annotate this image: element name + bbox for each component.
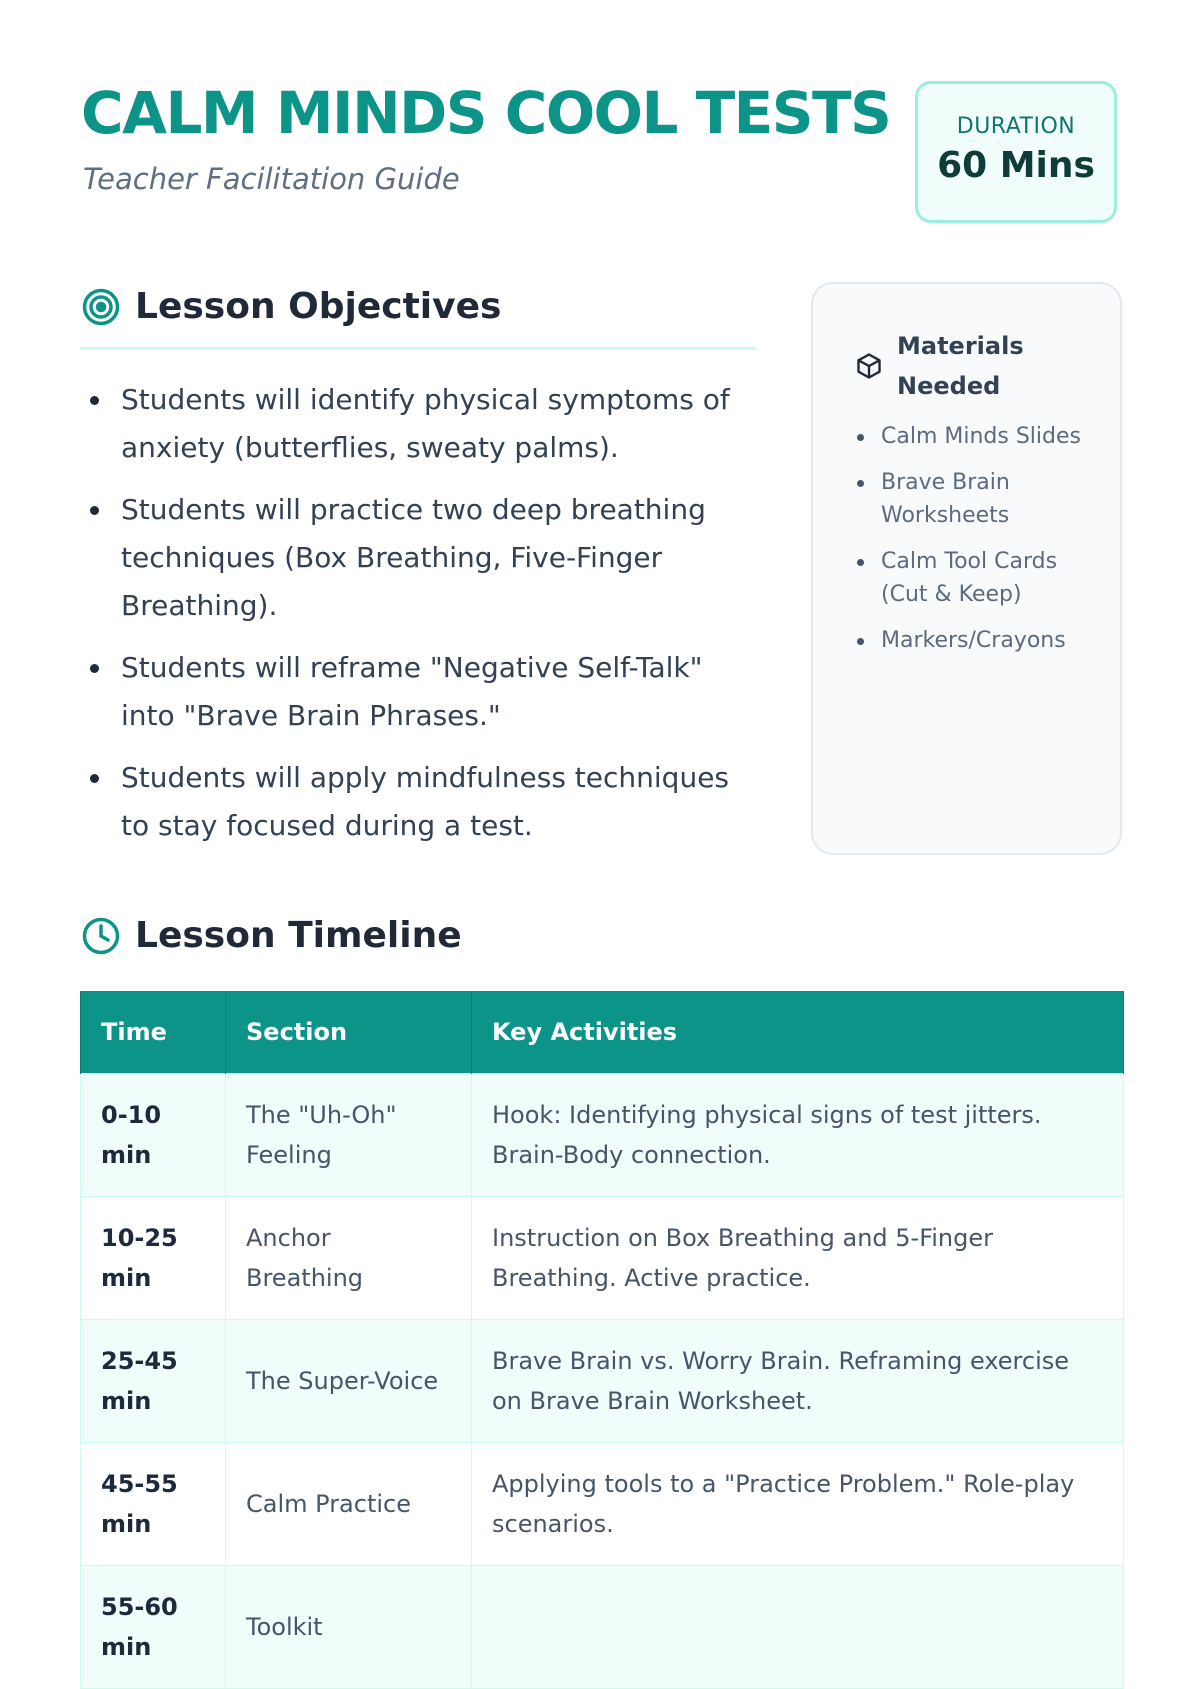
objective-item: Students will reframe "Negative Self-Talk" into "Brave Brain Phrases." xyxy=(81,644,761,740)
section-cell: Toolkit xyxy=(226,1566,472,1689)
box-icon xyxy=(855,352,883,380)
column-header-activities: Key Activities xyxy=(472,991,1124,1074)
objectives-divider xyxy=(80,347,757,350)
column-header-section: Section xyxy=(226,991,472,1074)
activities-cell: Brave Brain vs. Worry Brain. Reframing exercise on Brave Brain Worksheet. xyxy=(472,1320,1124,1443)
timeline-heading xyxy=(81,915,462,956)
activities-cell: Hook: Identifying physical signs of test jitters. Brain-Body connection. xyxy=(472,1074,1124,1197)
objective-item: Students will identify physical symptoms of anxiety (butterflies, sweaty palms). xyxy=(81,376,761,472)
duration-badge xyxy=(915,81,1117,223)
timeline-table xyxy=(80,991,1124,1689)
materials-title: Materials Needed xyxy=(897,332,1024,400)
section-cell: The "Uh-Oh" Feeling xyxy=(226,1074,472,1197)
material-item: Markers/Crayons xyxy=(855,624,1095,657)
page-title: CALM MINDS COOL TESTS xyxy=(81,79,891,147)
time-cell: 10-25 min xyxy=(81,1197,226,1320)
activities-cell: Instruction on Box Breathing and 5-Finger Breathing. Active practice. xyxy=(472,1197,1124,1320)
objectives-heading xyxy=(81,286,501,327)
material-item: Brave Brain Worksheets xyxy=(855,466,1095,532)
activities-cell: Applying tools to a "Practice Problem." Role-play scenarios. xyxy=(472,1443,1124,1566)
material-item: Calm Minds Slides xyxy=(855,420,1095,453)
table-row xyxy=(81,1566,1124,1689)
activities-cell xyxy=(472,1566,1124,1689)
material-item: Calm Tool Cards (Cut & Keep) xyxy=(855,545,1095,611)
materials-heading xyxy=(855,326,1047,406)
materials-card xyxy=(811,282,1122,855)
table-row xyxy=(81,1197,1124,1320)
timeline-title: Lesson Timeline xyxy=(135,915,462,956)
time-cell: 25-45 min xyxy=(81,1320,226,1443)
table-row xyxy=(81,1443,1124,1566)
duration-value: 60 Mins xyxy=(937,145,1095,186)
table-row xyxy=(81,1074,1124,1197)
section-cell: The Super-Voice xyxy=(226,1320,472,1443)
time-cell: 55-60 min xyxy=(81,1566,226,1689)
section-cell: Calm Practice xyxy=(226,1443,472,1566)
objectives-title: Lesson Objectives xyxy=(135,286,502,327)
page-subtitle: Teacher Facilitation Guide xyxy=(83,162,460,196)
clock-icon xyxy=(81,916,121,956)
objectives-list xyxy=(81,376,761,864)
time-cell: 45-55 min xyxy=(81,1443,226,1566)
section-cell: Anchor Breathing xyxy=(226,1197,472,1320)
target-icon xyxy=(81,287,121,327)
table-row xyxy=(81,1320,1124,1443)
materials-list xyxy=(855,420,1095,670)
column-header-time: Time xyxy=(81,991,226,1074)
table-header-row xyxy=(81,991,1124,1074)
objective-item: Students will apply mindfulness techniques to stay focused during a test. xyxy=(81,754,761,850)
duration-label: DURATION xyxy=(956,114,1076,139)
time-cell: 0-10 min xyxy=(81,1074,226,1197)
objective-item: Students will practice two deep breathing techniques (Box Breathing, Five-Finger Breathing). xyxy=(81,486,761,630)
